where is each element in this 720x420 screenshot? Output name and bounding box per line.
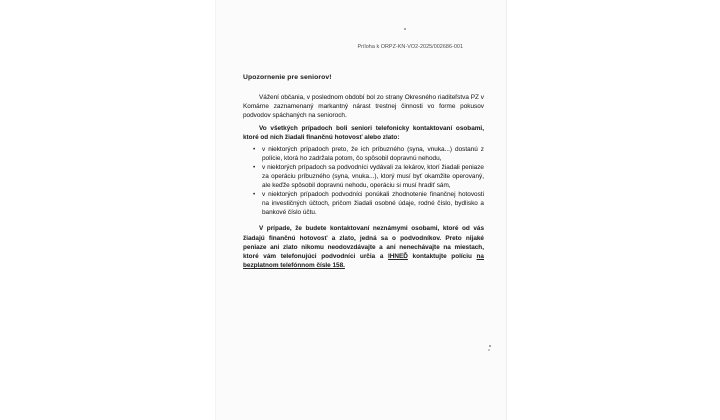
bullet-list [243,145,484,217]
closing-text: V prípade, že budete kontaktovaní neznámymi osobami, ktoré od vás žiadajú finančnú hotovosť a zlato, jedná sa o podvodníkov. Preto nijaké peniaze ani zlato nikomu neodovzdávajte a ani nenechávajte na miestach, ktoré vám telefonujúci podvodníci určia a [243,225,484,260]
document-page [215,0,507,420]
document-body [243,74,484,273]
paragraph-closing [243,224,484,269]
paragraph-intro: Vážení občania, v poslednom období bol zo strany Okresného riaditeľstva PZ v Komárne zaznamenaný markantný nárast trestnej činnosti vo forme pokusov podvodov spáchaných na senioroch. [243,94,484,120]
bullet-item: • v niektorých prípadoch preto, že ich príbuzného (syna, vnuka...) dostanú z polície, ktorá ho zadržala potom, čo spôsobil dopravnú nehodu, [262,145,484,163]
scan-speck-right-2 [488,349,490,351]
document-heading: Upozornenie pre seniorov! [243,74,332,81]
closing-text: kontaktujte políciu [407,252,477,260]
scan-speck-right-1 [489,345,491,347]
bullet-item: • v niektorých prípadoch podvodníci ponúkali zhodnotenie finančnej hotovosti na investičných účtoch, pričom žiadali osobné údaje, rodné číslo, bydlisko a bankové číslo účtu. [262,190,484,217]
attachment-reference: Príloha k ORPZ-KN-VO2-2025/002686-001 [357,44,463,50]
bullet-item: • v niektorých prípadoch sa podvodníci vydávali za lekárov, ktorí žiadali peniaze za operáciu príbuzného (syna, vnuka...), ktorý musí byť okamžite operovaný, ale keďže spôsobil dopravnú nehodu, operáciu si musí hradiť sám, [262,163,484,190]
paragraph-cases: Vo všetkých prípadoch boli seniori telefonicky kontaktovaní osobami, ktoré od nich žiadali finančnú hotovosť alebo zlato: [243,124,484,141]
closing-underlined-text: na bezplatnom telefónnom čísle 158. [243,252,484,269]
scan-speck-top [404,28,406,30]
closing-underlined-text: IHNEĎ [388,252,408,260]
